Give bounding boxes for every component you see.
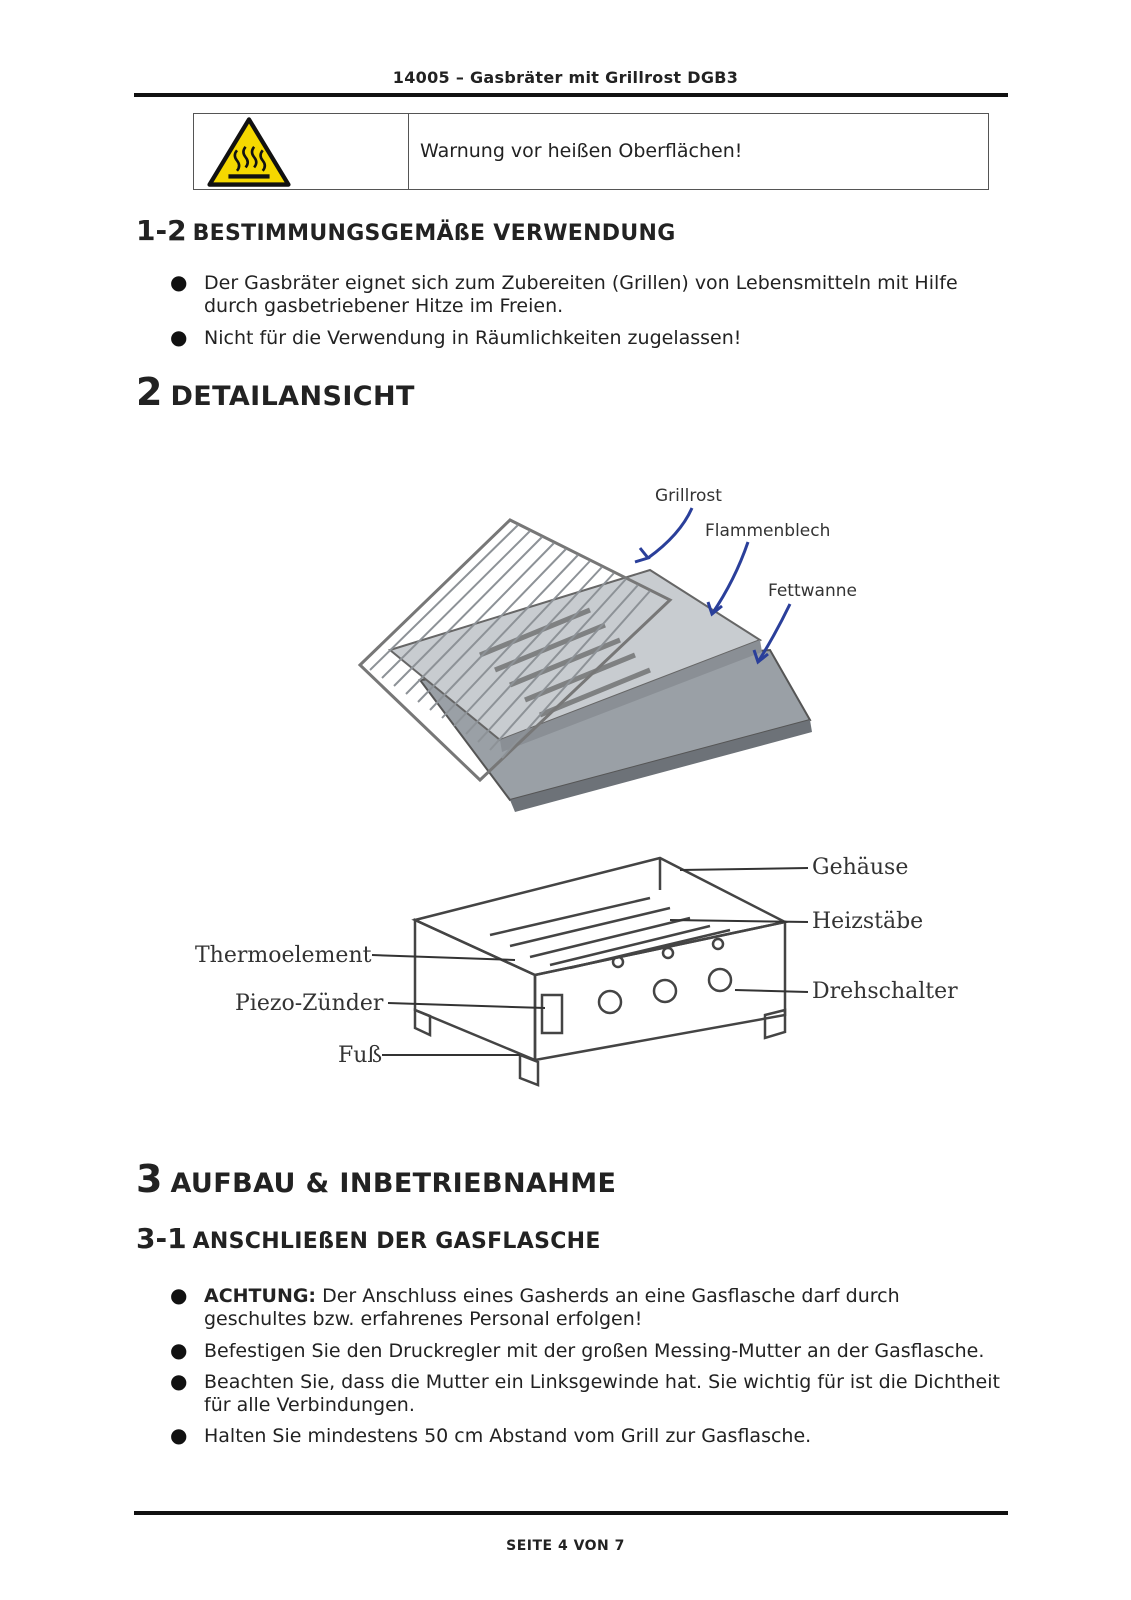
- label-heizstaebe: Heizstäbe: [812, 909, 924, 934]
- bullet-dot: ●: [170, 1283, 188, 1307]
- heading-text: BESTIMMUNGSGEMÄßE VERWENDUNG: [192, 221, 676, 246]
- bullet-dot: ●: [170, 1423, 188, 1447]
- label-thermoelement: Thermoelement: [195, 943, 372, 968]
- leader-lines: [372, 868, 808, 1055]
- bullet-text: Beachten Sie, dass die Mutter ein Linksgewinde hat. Sie wichtig für ist die Dichtheit für alle Verbindungen.: [204, 1371, 1000, 1416]
- heading-number: 3: [136, 1157, 163, 1201]
- label-fuss: Fuß: [338, 1043, 383, 1068]
- heading-number: 3-1: [136, 1222, 187, 1255]
- heading-3-1: [136, 1222, 601, 1255]
- heading-text: ANSCHLIEßEN DER GASFLASCHE: [192, 1229, 601, 1254]
- document-title: 14005 – Gasbräter mit Grillrost DGB3: [392, 68, 739, 87]
- footer-rule: [134, 1511, 1008, 1515]
- warning-text: Warnung vor heißen Oberflächen!: [420, 140, 743, 162]
- grill-body-lines: [415, 858, 785, 1085]
- hot-surface-warning-icon: [206, 116, 292, 188]
- grill-body-figure: [190, 850, 990, 1110]
- bullet-strong: ACHTUNG:: [204, 1285, 317, 1307]
- bullet-body: Der Anschluss eines Gasherds an eine Gasflasche darf durch geschultes bzw. erfahrenes Personal erfolgen!: [204, 1285, 900, 1330]
- heading-text: AUFBAU & INBETRIEBNAHME: [170, 1168, 617, 1199]
- arrow-flammenblech: [712, 542, 748, 614]
- bullet-text: [204, 1285, 1004, 1331]
- bullet-dot: ●: [170, 270, 188, 294]
- bullet-dot: ●: [170, 325, 188, 349]
- heading-number: 2: [136, 370, 163, 414]
- bullet-dot: ●: [170, 1369, 188, 1393]
- bullet-text: Nicht für die Verwendung in Räumlichkeiten zugelassen!: [204, 327, 742, 349]
- page-number: SEITE 4 VON 7: [506, 1538, 625, 1554]
- heading-text: DETAILANSICHT: [170, 381, 415, 412]
- heading-number: 1-2: [136, 214, 187, 247]
- label-piezo: Piezo-Zünder: [235, 991, 384, 1016]
- heading-3: [136, 1157, 616, 1201]
- heading-1-2: [136, 214, 676, 247]
- label-flammenblech: Flammenblech: [705, 521, 831, 541]
- bullet-text: Der Gasbräter eignet sich zum Zubereiten (Grillen) von Lebensmitteln mit Hilfe durch gasbetriebener Hitze im Freien.: [204, 272, 958, 317]
- bullet-text: Halten Sie mindestens 50 cm Abstand vom Grill zur Gasflasche.: [204, 1425, 812, 1447]
- bullet-text: Befestigen Sie den Druckregler mit der großen Messing-Mutter an der Gasflasche.: [204, 1340, 985, 1362]
- grill-parts-figure: [350, 480, 910, 820]
- heading-2: [136, 370, 415, 414]
- label-gehaeuse: Gehäuse: [812, 855, 909, 880]
- arrow-grillrost: [648, 508, 692, 558]
- arrow-fettwanne: [758, 604, 790, 662]
- table-divider: [408, 114, 409, 189]
- label-grillrost: Grillrost: [655, 486, 722, 506]
- header-rule: [134, 93, 1008, 97]
- bullet-dot: ●: [170, 1338, 188, 1362]
- warning-table: [193, 113, 989, 190]
- label-drehschalter: Drehschalter: [812, 979, 958, 1004]
- label-fettwanne: Fettwanne: [768, 581, 857, 601]
